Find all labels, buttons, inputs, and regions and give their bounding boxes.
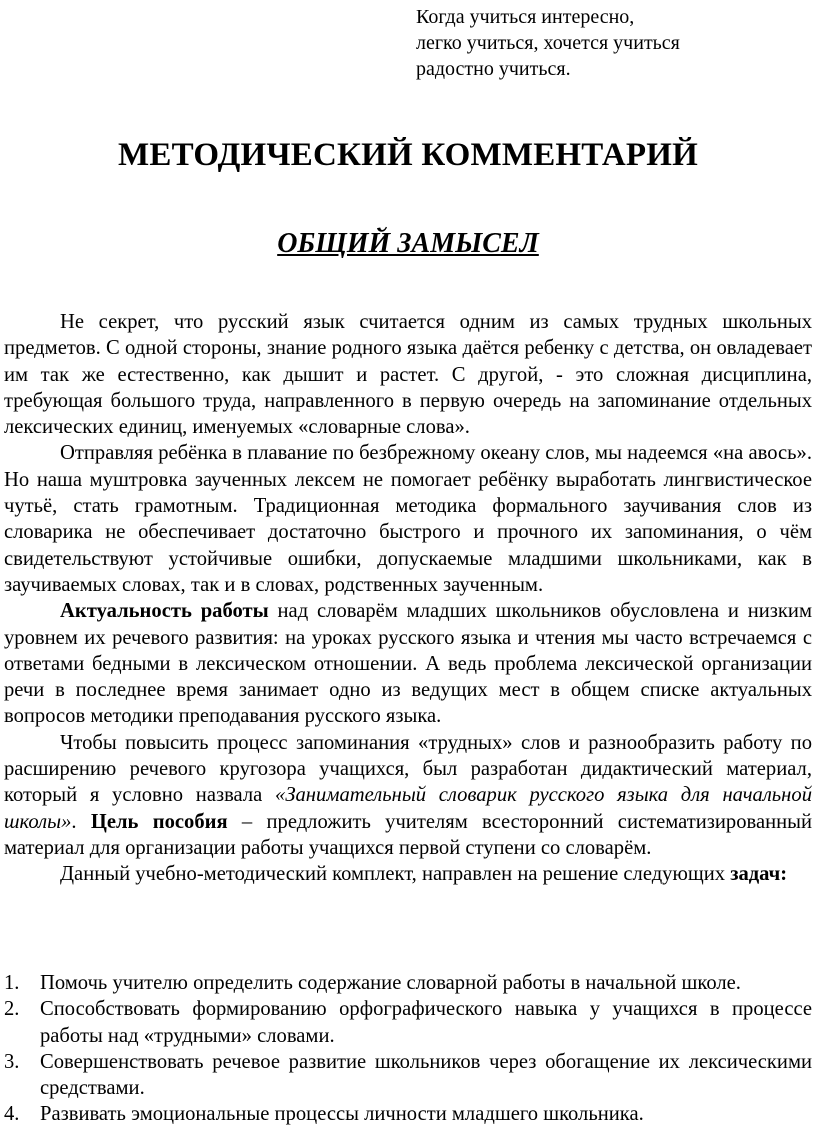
paragraph: Отправляя ребёнка в плавание по безбрежному океану слов, мы надеемся «на авось». Но наша муштровка заученных лексем не помогает ребёнку выработать лингвистическое чутьё, стать грамотным. Традиционная методика формального заучивания слов из словарика не обеспечивает достаточно быстрого и прочного их запоминания, о чём свидетельствуют устойчивые ошибки, допускаемые младшими школьниками, как в заучиваемых словах, так и в словах, родственных заученным. xyxy=(4,442,812,596)
list-item-text: Совершенствовать речевое развитие школьников через обогащение их лексическими средствами. xyxy=(40,1050,812,1100)
epigraph-line: радостно учиться. xyxy=(416,58,571,80)
bold-phrase: Актуальность работы xyxy=(60,600,269,623)
epigraph xyxy=(416,4,806,82)
body-text xyxy=(4,309,812,888)
paragraph-text: Чтобы повысить процесс запоминания «трудных» слов и разнообразить работу по расширению речевого кругозора учащихся, был разработан дидактический материал, который я условно назвала xyxy=(4,731,812,807)
page-title: МЕТОДИЧЕСКИЙ КОММЕНТАРИЙ xyxy=(118,137,698,173)
bold-phrase: Цель пособия xyxy=(90,810,228,833)
italic-title: «Занимательный словарик русского языка для начальной школы» xyxy=(4,784,812,833)
paragraph: Не секрет, что русский язык считается одним из самых трудных школьных предметов. С одной стороны, знание родного языка даётся ребенку с детства, он овладевает им так же естественно, как дышит и растет. С другой, - это сложная дисциплина, требующая большого труда, направленного в первую очередь на запоминание отдельных лексических единиц, именуемых «словарные слова». xyxy=(4,311,812,439)
list-number: 1. xyxy=(4,972,20,994)
bold-phrase: задач: xyxy=(730,863,788,886)
list-item xyxy=(4,1049,812,1102)
list-number: 3. xyxy=(4,1050,20,1073)
list-number: 4. xyxy=(4,1103,20,1126)
list-item-text: Помочь учителю определить содержание словарной работы в начальной школе. xyxy=(40,972,741,994)
section-title: ОБЩИЙ ЗАМЫСЕЛ xyxy=(277,228,539,259)
list-item xyxy=(4,996,812,1049)
paragraph xyxy=(4,730,812,861)
list-item-text: Способствовать формированию орфографического навыка у учащихся в процессе работы над «трудными» словами. xyxy=(40,998,812,1047)
paragraph-text: над словарём младших школьников обусловлена и низким уровнем их речевого развития: на уроках русского языка и чтения мы часто встречаемся с ответами бедными в лексическом отношении. А ведь проблема лексической организации речи в последнее время занимает одно из ведущих мест в общем списке актуальных вопросов методики преподавания русского языка. xyxy=(4,600,812,728)
paragraph-text: – предложить учителям всесторонний систематизированный материал для организации работы учащихся первой ступени со словарём. xyxy=(4,810,813,859)
list-item xyxy=(4,1101,812,1127)
list-number: 2. xyxy=(4,998,20,1021)
tasks-list xyxy=(4,970,812,1128)
paragraph xyxy=(4,598,812,729)
paragraph-text: . xyxy=(71,810,91,833)
list-item xyxy=(4,970,812,996)
paragraph xyxy=(4,861,812,887)
epigraph-line: Когда учиться интересно, xyxy=(416,6,635,28)
epigraph-line: легко учиться, хочется учиться xyxy=(416,32,680,54)
list-item-text: Развивать эмоциональные процессы личности младшего школьника. xyxy=(40,1103,644,1126)
paragraph-text: Данный учебно-методический комплект, направлен на решение следующих xyxy=(60,863,731,886)
